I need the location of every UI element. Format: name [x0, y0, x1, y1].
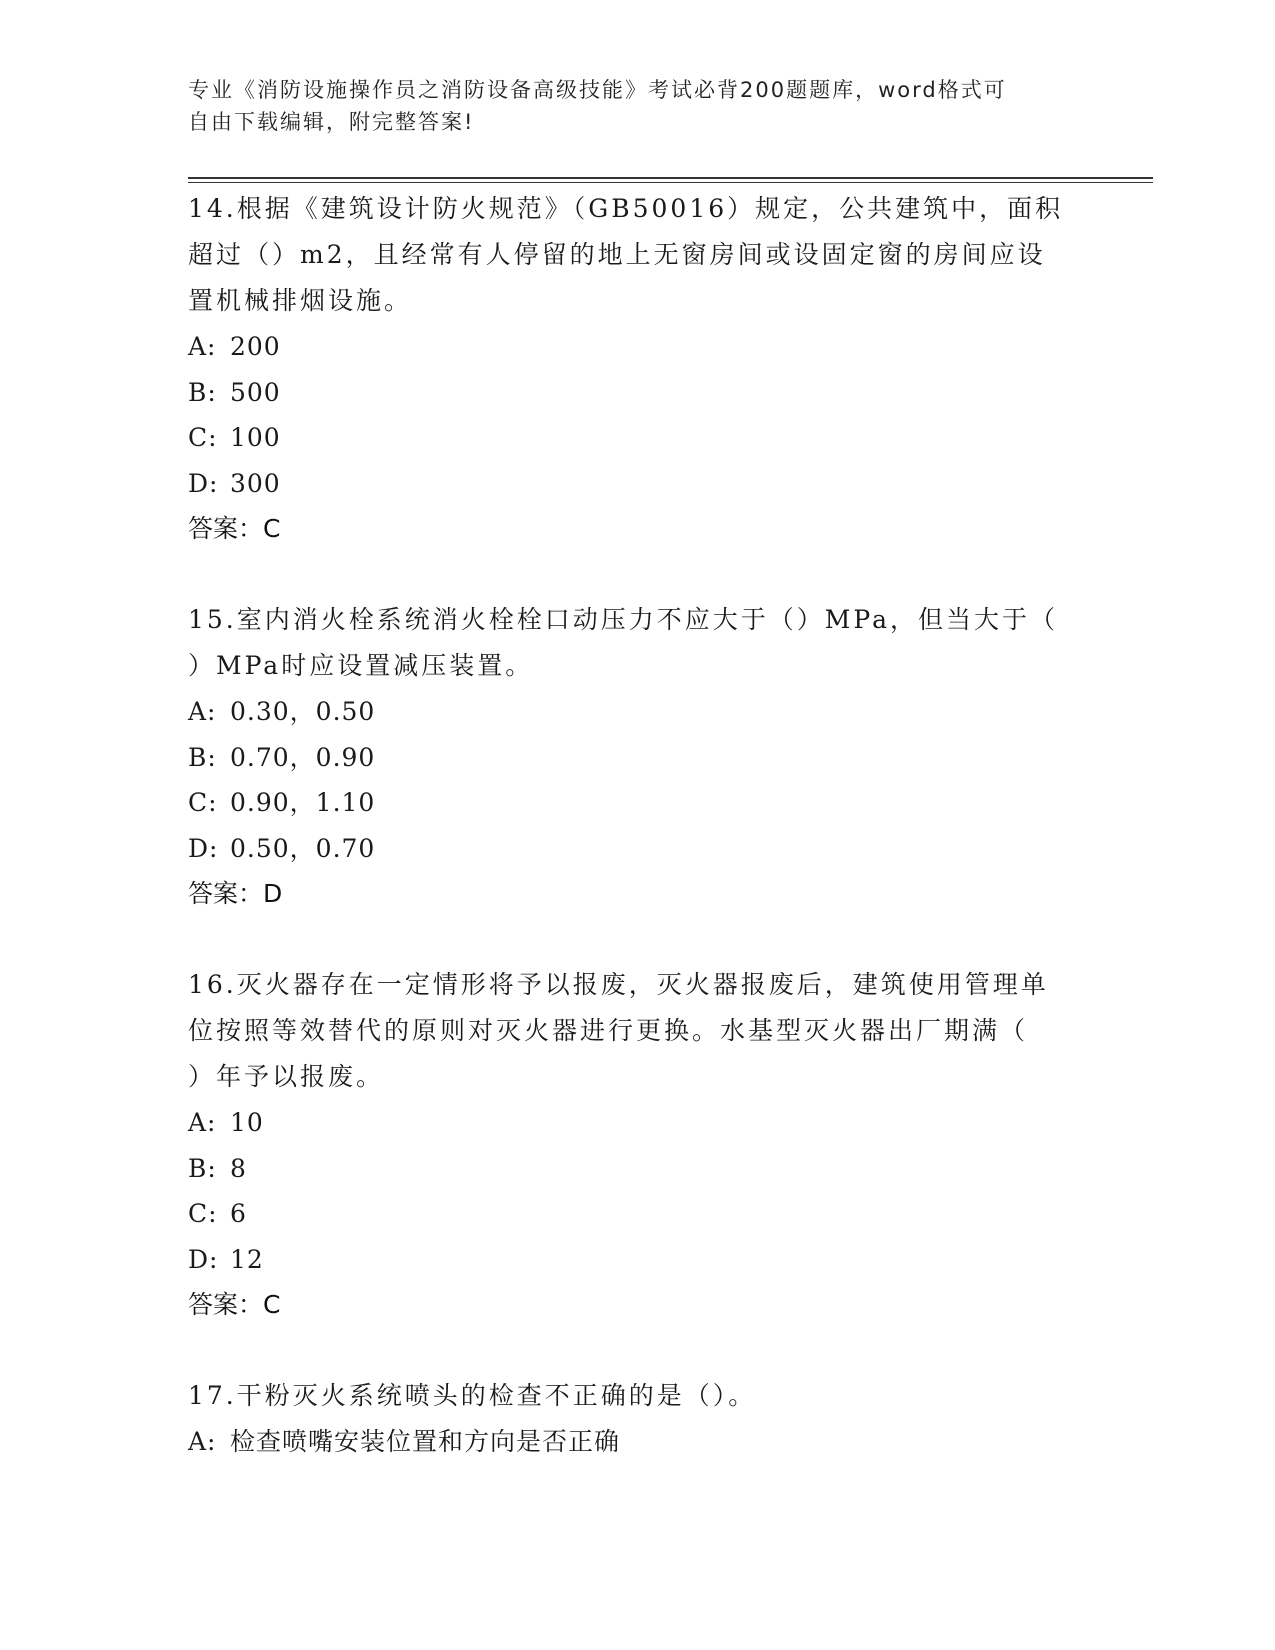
option-b	[188, 370, 1088, 416]
stem-line: 根据《建筑设计防火规范》（GB50016）规定，公共建筑中，面积	[236, 194, 1064, 223]
question-number: 15.	[188, 605, 237, 634]
question-14	[188, 186, 1088, 551]
option-letter: B:	[188, 377, 217, 407]
option-a	[188, 1100, 1088, 1146]
question-stem	[188, 1373, 1088, 1419]
option-letter: C:	[188, 788, 218, 817]
option-text: 12	[230, 1244, 264, 1274]
question-16	[188, 962, 1088, 1327]
option-text: 检查喷嘴安装位置和方向是否正确	[230, 1427, 621, 1456]
option-letter: D:	[188, 468, 219, 498]
option-c	[188, 1191, 1088, 1237]
stem-line: 室内消火栓系统消火栓栓口动压力不应大于（）MPa，但当大于（	[236, 605, 1058, 634]
option-text: 0.30，0.50	[230, 697, 376, 726]
stem-line: 干粉灭火系统喷头的检查不正确的是（）。	[236, 1381, 757, 1410]
option-d	[188, 1237, 1088, 1283]
question-stem	[188, 186, 1088, 232]
option-letter: A:	[188, 1108, 217, 1137]
question-list	[188, 186, 1088, 1465]
answer-line: 答案：C	[188, 514, 281, 543]
option-text: 0.90，1.10	[230, 788, 376, 817]
option-a	[188, 689, 1088, 735]
header-divider	[188, 177, 1153, 181]
document-header	[188, 74, 1068, 138]
option-letter: A:	[188, 697, 217, 726]
option-letter: A:	[188, 1427, 217, 1456]
question-stem	[188, 962, 1088, 1008]
question-17	[188, 1373, 1088, 1465]
option-text: 0.70，0.90	[230, 742, 376, 772]
stem-line: 置机械排烟设施。	[188, 286, 413, 315]
stem-line: 灭火器存在一定情形将予以报废，灭火器报废后，建筑使用管理单	[236, 970, 1049, 999]
option-text: 10	[230, 1108, 264, 1137]
option-letter: B:	[188, 742, 217, 772]
stem-line: 位按照等效替代的原则对灭火器进行更换。水基型灭火器出厂期满（	[188, 1016, 1029, 1045]
option-c	[188, 780, 1088, 826]
answer-line: 答案：C	[188, 1290, 281, 1319]
option-text: 500	[230, 377, 281, 407]
header-line-2: 自由下载编辑，附完整答案!	[188, 110, 475, 134]
option-text: 0.50，0.70	[230, 833, 376, 863]
question-stem	[188, 597, 1088, 643]
answer-line: 答案：D	[188, 879, 283, 908]
option-letter: D:	[188, 1244, 219, 1274]
header-line-1: 专业《消防设施操作员之消防设备高级技能》考试必背200题题库，word格式可	[188, 78, 1007, 102]
option-b	[188, 735, 1088, 781]
stem-line: ）年予以报废。	[188, 1062, 385, 1091]
option-c	[188, 415, 1088, 461]
option-text: 300	[230, 468, 281, 498]
option-letter: D:	[188, 833, 219, 863]
option-d	[188, 461, 1088, 507]
option-a	[188, 324, 1088, 370]
question-number: 17.	[188, 1381, 237, 1410]
option-text: 6	[230, 1199, 247, 1228]
option-b	[188, 1146, 1088, 1192]
option-d	[188, 826, 1088, 872]
question-15	[188, 597, 1088, 916]
option-letter: B:	[188, 1153, 217, 1183]
question-number: 14.	[188, 194, 237, 223]
option-a	[188, 1419, 1088, 1465]
option-text: 100	[230, 423, 281, 452]
stem-line: ）MPa时应设置减压装置。	[188, 651, 534, 680]
option-letter: C:	[188, 1199, 218, 1228]
option-letter: A:	[188, 332, 217, 361]
option-text: 8	[230, 1153, 247, 1183]
option-letter: C:	[188, 423, 218, 452]
option-text: 200	[230, 332, 281, 361]
stem-line: 超过（）m2，且经常有人停留的地上无窗房间或设固定窗的房间应设	[188, 240, 1046, 269]
question-number: 16.	[188, 970, 237, 999]
